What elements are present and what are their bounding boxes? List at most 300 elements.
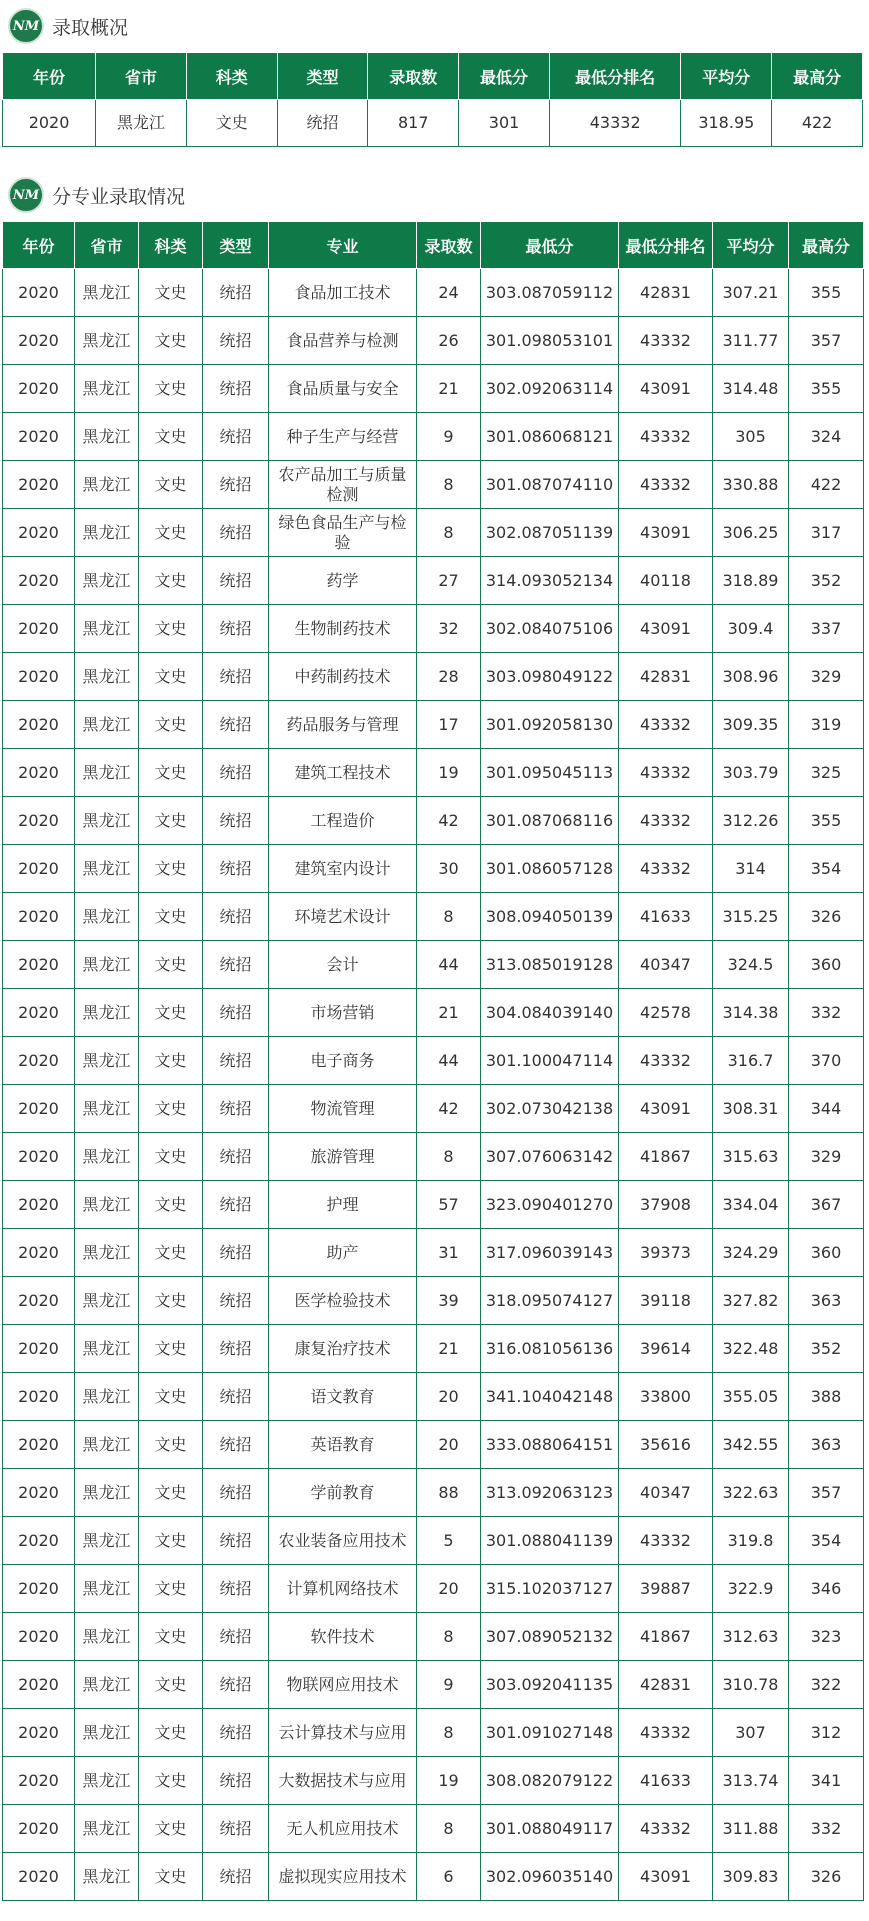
table-cell: 统招 — [203, 461, 269, 509]
column-header: 录取数 — [368, 53, 459, 100]
table-cell: 316.7 — [713, 1037, 789, 1085]
table-cell: 315.25 — [713, 893, 789, 941]
table-cell: 357 — [789, 317, 864, 365]
table-cell: 生物制药技术 — [269, 605, 417, 653]
table-cell: 黑龙江 — [75, 605, 139, 653]
table-cell: 文史 — [139, 893, 203, 941]
table-cell: 助产 — [269, 1229, 417, 1277]
table-cell: 313.085019128 — [481, 941, 619, 989]
table-cell: 309.83 — [713, 1853, 789, 1901]
table-cell: 303.098049122 — [481, 653, 619, 701]
table-row — [3, 653, 864, 701]
table-row — [3, 1085, 864, 1133]
table-cell: 黑龙江 — [75, 845, 139, 893]
table-cell: 统招 — [203, 605, 269, 653]
table-row — [3, 557, 864, 605]
table-cell: 文史 — [139, 317, 203, 365]
table-cell: 312.63 — [713, 1613, 789, 1661]
table-cell: 43332 — [619, 317, 713, 365]
table-cell: 2020 — [3, 317, 75, 365]
table-cell: 2020 — [3, 749, 75, 797]
column-header: 类型 — [277, 53, 368, 100]
table-cell: 311.88 — [713, 1805, 789, 1853]
table-cell: 8 — [417, 1805, 481, 1853]
table-cell: 43332 — [619, 1805, 713, 1853]
table-cell: 42578 — [619, 989, 713, 1037]
table-cell: 327.82 — [713, 1277, 789, 1325]
table-cell: 301.088049117 — [481, 1805, 619, 1853]
table-cell: 文史 — [139, 461, 203, 509]
table-cell: 2020 — [3, 1757, 75, 1805]
table-cell: 2020 — [3, 1805, 75, 1853]
table-cell: 文史 — [139, 1373, 203, 1421]
column-header: 最低分 — [459, 53, 550, 100]
table-cell: 334.04 — [713, 1181, 789, 1229]
table-cell: 统招 — [203, 1421, 269, 1469]
table-cell: 2020 — [3, 100, 96, 147]
table-cell: 统招 — [203, 1709, 269, 1757]
table-cell: 文史 — [139, 749, 203, 797]
table-cell: 301.092058130 — [481, 701, 619, 749]
table-cell: 302.087051139 — [481, 509, 619, 557]
table-row — [3, 365, 864, 413]
table-cell: 文史 — [139, 1565, 203, 1613]
table-cell: 2020 — [3, 1469, 75, 1517]
table-cell: 42 — [417, 1085, 481, 1133]
table-cell: 346 — [789, 1565, 864, 1613]
table-cell: 统招 — [203, 413, 269, 461]
table-cell: 323 — [789, 1613, 864, 1661]
table-cell: 35616 — [619, 1421, 713, 1469]
table-cell: 6 — [417, 1853, 481, 1901]
table-cell: 370 — [789, 1037, 864, 1085]
table-cell: 40118 — [619, 557, 713, 605]
table-cell: 文史 — [139, 413, 203, 461]
table-cell: 42831 — [619, 269, 713, 317]
table-cell: 电子商务 — [269, 1037, 417, 1085]
table-cell: 文史 — [139, 605, 203, 653]
column-header: 最低分排名 — [619, 222, 713, 269]
column-header: 平均分 — [713, 222, 789, 269]
table-cell: 301.098053101 — [481, 317, 619, 365]
table-cell: 307.076063142 — [481, 1133, 619, 1181]
table-cell: 20 — [417, 1565, 481, 1613]
table-cell: 311.77 — [713, 317, 789, 365]
table-cell: 57 — [417, 1181, 481, 1229]
table-cell: 43091 — [619, 1853, 713, 1901]
table-cell: 27 — [417, 557, 481, 605]
table-cell: 43332 — [619, 413, 713, 461]
table-cell: 44 — [417, 941, 481, 989]
summary-table — [2, 52, 863, 147]
table-cell: 367 — [789, 1181, 864, 1229]
table-row — [3, 1373, 864, 1421]
table-cell: 43332 — [619, 1709, 713, 1757]
column-header: 年份 — [3, 53, 96, 100]
table-cell: 统招 — [203, 1373, 269, 1421]
table-cell: 318.95 — [681, 100, 772, 147]
table-cell: 学前教育 — [269, 1469, 417, 1517]
table-cell: 332 — [789, 1805, 864, 1853]
table-cell: 43091 — [619, 509, 713, 557]
table-cell: 303.092041135 — [481, 1661, 619, 1709]
table-cell: 8 — [417, 1133, 481, 1181]
table-cell: 2020 — [3, 1373, 75, 1421]
table-cell: 2020 — [3, 605, 75, 653]
table-cell: 文史 — [139, 1085, 203, 1133]
table-cell: 37908 — [619, 1181, 713, 1229]
table-cell: 322.9 — [713, 1565, 789, 1613]
column-header: 科类 — [186, 53, 277, 100]
table-cell: 318.095074127 — [481, 1277, 619, 1325]
table-cell: 322.63 — [713, 1469, 789, 1517]
table-cell: 黑龙江 — [75, 701, 139, 749]
table-cell: 307.21 — [713, 269, 789, 317]
table-cell: 329 — [789, 1133, 864, 1181]
table-cell: 语文教育 — [269, 1373, 417, 1421]
table-cell: 354 — [789, 845, 864, 893]
table-cell: 医学检验技术 — [269, 1277, 417, 1325]
table-cell: 8 — [417, 1613, 481, 1661]
table-cell: 301.100047114 — [481, 1037, 619, 1085]
table-cell: 2020 — [3, 1037, 75, 1085]
table-cell: 旅游管理 — [269, 1133, 417, 1181]
table-cell: 324.5 — [713, 941, 789, 989]
table-cell: 统招 — [203, 509, 269, 557]
table-cell: 308.094050139 — [481, 893, 619, 941]
column-header: 省市 — [75, 222, 139, 269]
table-cell: 323.090401270 — [481, 1181, 619, 1229]
table-row — [3, 1469, 864, 1517]
table-cell: 护理 — [269, 1181, 417, 1229]
table-cell: 统招 — [203, 941, 269, 989]
table-cell: 302.092063114 — [481, 365, 619, 413]
table-cell: 42 — [417, 797, 481, 845]
table-row — [3, 1805, 864, 1853]
column-header: 最高分 — [772, 53, 863, 100]
table-cell: 黑龙江 — [75, 1037, 139, 1085]
table-cell: 文史 — [139, 1709, 203, 1757]
table-cell: 20 — [417, 1421, 481, 1469]
table-cell: 355 — [789, 269, 864, 317]
table-cell: 329 — [789, 653, 864, 701]
table-cell: 文史 — [186, 100, 277, 147]
table-cell: 文史 — [139, 941, 203, 989]
table-cell: 建筑工程技术 — [269, 749, 417, 797]
column-header: 省市 — [96, 53, 187, 100]
table-cell: 黑龙江 — [75, 413, 139, 461]
table-cell: 43091 — [619, 365, 713, 413]
table-cell: 物流管理 — [269, 1085, 417, 1133]
table-row — [3, 701, 864, 749]
table-row — [3, 749, 864, 797]
table-cell: 309.4 — [713, 605, 789, 653]
table-row — [3, 1229, 864, 1277]
table-cell: 黑龙江 — [75, 1133, 139, 1181]
table-cell: 313.092063123 — [481, 1469, 619, 1517]
table-cell: 云计算技术与应用 — [269, 1709, 417, 1757]
table-cell: 355 — [789, 797, 864, 845]
table-cell: 2020 — [3, 797, 75, 845]
table-cell: 303.79 — [713, 749, 789, 797]
table-cell: 软件技术 — [269, 1613, 417, 1661]
table-cell: 食品加工技术 — [269, 269, 417, 317]
summary-section-header — [0, 6, 869, 46]
table-cell: 黑龙江 — [75, 1661, 139, 1709]
table-row — [3, 509, 864, 557]
table-cell: 黑龙江 — [75, 1805, 139, 1853]
table-cell: 农业装备应用技术 — [269, 1517, 417, 1565]
table-cell: 307.089052132 — [481, 1613, 619, 1661]
table-cell: 43332 — [619, 1037, 713, 1085]
table-row — [3, 1613, 864, 1661]
major-header-row — [3, 222, 864, 269]
table-cell: 康复治疗技术 — [269, 1325, 417, 1373]
column-header: 录取数 — [417, 222, 481, 269]
table-cell: 337 — [789, 605, 864, 653]
table-cell: 2020 — [3, 893, 75, 941]
table-row — [3, 1181, 864, 1229]
table-cell: 统招 — [203, 1757, 269, 1805]
table-cell: 357 — [789, 1469, 864, 1517]
table-cell: 9 — [417, 413, 481, 461]
table-cell: 文史 — [139, 1517, 203, 1565]
table-cell: 43332 — [619, 461, 713, 509]
table-cell: 会计 — [269, 941, 417, 989]
table-cell: 302.084075106 — [481, 605, 619, 653]
table-cell: 301.087074110 — [481, 461, 619, 509]
table-cell: 43332 — [549, 100, 681, 147]
table-cell: 315.63 — [713, 1133, 789, 1181]
table-cell: 21 — [417, 1325, 481, 1373]
table-cell: 统招 — [203, 989, 269, 1037]
table-cell: 统招 — [203, 653, 269, 701]
table-cell: 352 — [789, 1325, 864, 1373]
table-cell: 422 — [772, 100, 863, 147]
table-cell: 354 — [789, 1517, 864, 1565]
table-row — [3, 989, 864, 1037]
table-row — [3, 100, 863, 147]
table-cell: 绿色食品生产与检验 — [269, 509, 417, 557]
table-cell: 2020 — [3, 461, 75, 509]
table-cell: 文史 — [139, 653, 203, 701]
table-cell: 文史 — [139, 989, 203, 1037]
table-cell: 31 — [417, 1229, 481, 1277]
table-cell: 文史 — [139, 1757, 203, 1805]
table-cell: 360 — [789, 1229, 864, 1277]
table-cell: 文史 — [139, 1661, 203, 1709]
table-cell: 20 — [417, 1373, 481, 1421]
table-row — [3, 893, 864, 941]
table-row — [3, 797, 864, 845]
table-cell: 统招 — [203, 1661, 269, 1709]
table-cell: 43332 — [619, 1517, 713, 1565]
table-cell: 种子生产与经营 — [269, 413, 417, 461]
table-cell: 41867 — [619, 1613, 713, 1661]
table-cell: 42831 — [619, 1661, 713, 1709]
table-cell: 8 — [417, 461, 481, 509]
table-cell: 统招 — [203, 1805, 269, 1853]
table-cell: 322 — [789, 1661, 864, 1709]
table-cell: 文史 — [139, 797, 203, 845]
school-logo-icon: NM — [8, 177, 44, 213]
table-row — [3, 1565, 864, 1613]
table-cell: 363 — [789, 1277, 864, 1325]
table-cell: 文史 — [139, 701, 203, 749]
table-cell: 文史 — [139, 1613, 203, 1661]
table-cell: 文史 — [139, 365, 203, 413]
table-cell: 342.55 — [713, 1421, 789, 1469]
table-cell: 统招 — [203, 1853, 269, 1901]
major-section-header — [0, 175, 869, 215]
table-cell: 黑龙江 — [75, 1613, 139, 1661]
table-cell: 2020 — [3, 1229, 75, 1277]
table-cell: 17 — [417, 701, 481, 749]
table-cell: 统招 — [203, 269, 269, 317]
table-cell: 301.095045113 — [481, 749, 619, 797]
table-cell: 统招 — [203, 1325, 269, 1373]
table-cell: 文史 — [139, 1181, 203, 1229]
table-cell: 314.093052134 — [481, 557, 619, 605]
table-cell: 2020 — [3, 845, 75, 893]
table-cell: 统招 — [277, 100, 368, 147]
table-cell: 817 — [368, 100, 459, 147]
table-cell: 42831 — [619, 653, 713, 701]
table-cell: 301.088041139 — [481, 1517, 619, 1565]
table-cell: 文史 — [139, 1133, 203, 1181]
table-cell: 2020 — [3, 557, 75, 605]
table-cell: 308.082079122 — [481, 1757, 619, 1805]
table-cell: 黑龙江 — [75, 941, 139, 989]
table-cell: 8 — [417, 509, 481, 557]
table-row — [3, 1853, 864, 1901]
table-row — [3, 317, 864, 365]
table-cell: 306.25 — [713, 509, 789, 557]
column-header: 年份 — [3, 222, 75, 269]
table-cell: 360 — [789, 941, 864, 989]
table-cell: 统招 — [203, 1037, 269, 1085]
table-cell: 302.073042138 — [481, 1085, 619, 1133]
table-cell: 41633 — [619, 1757, 713, 1805]
table-cell: 黑龙江 — [75, 1517, 139, 1565]
table-cell: 39373 — [619, 1229, 713, 1277]
table-cell: 文史 — [139, 1421, 203, 1469]
table-cell: 环境艺术设计 — [269, 893, 417, 941]
table-cell: 317 — [789, 509, 864, 557]
summary-header-row — [3, 53, 863, 100]
table-cell: 315.102037127 — [481, 1565, 619, 1613]
table-cell: 307 — [713, 1709, 789, 1757]
table-cell: 301 — [459, 100, 550, 147]
table-cell: 301.091027148 — [481, 1709, 619, 1757]
table-row — [3, 941, 864, 989]
table-cell: 302.096035140 — [481, 1853, 619, 1901]
table-cell: 黑龙江 — [75, 557, 139, 605]
table-cell: 文史 — [139, 1037, 203, 1085]
table-cell: 325 — [789, 749, 864, 797]
table-cell: 统招 — [203, 1181, 269, 1229]
table-cell: 计算机网络技术 — [269, 1565, 417, 1613]
table-cell: 314.38 — [713, 989, 789, 1037]
table-cell: 统招 — [203, 845, 269, 893]
table-cell: 黑龙江 — [75, 1085, 139, 1133]
table-cell: 黑龙江 — [75, 1565, 139, 1613]
table-cell: 统招 — [203, 1613, 269, 1661]
table-cell: 305 — [713, 413, 789, 461]
table-cell: 324 — [789, 413, 864, 461]
table-cell: 301.087068116 — [481, 797, 619, 845]
table-cell: 24 — [417, 269, 481, 317]
table-cell: 黑龙江 — [75, 1709, 139, 1757]
table-cell: 大数据技术与应用 — [269, 1757, 417, 1805]
table-cell: 314.48 — [713, 365, 789, 413]
table-cell: 统招 — [203, 1229, 269, 1277]
table-cell: 312.26 — [713, 797, 789, 845]
table-cell: 355.05 — [713, 1373, 789, 1421]
table-cell: 统招 — [203, 1565, 269, 1613]
table-row — [3, 1757, 864, 1805]
table-cell: 326 — [789, 1853, 864, 1901]
table-cell: 43091 — [619, 1085, 713, 1133]
table-cell: 文史 — [139, 509, 203, 557]
table-cell: 341.104042148 — [481, 1373, 619, 1421]
table-cell: 文史 — [139, 557, 203, 605]
major-table — [2, 221, 864, 1901]
table-cell: 统招 — [203, 749, 269, 797]
table-cell: 文史 — [139, 845, 203, 893]
table-cell: 黑龙江 — [75, 1757, 139, 1805]
table-cell: 统招 — [203, 701, 269, 749]
table-cell: 19 — [417, 749, 481, 797]
table-cell: 统招 — [203, 893, 269, 941]
table-cell: 黑龙江 — [75, 989, 139, 1037]
table-cell: 统招 — [203, 1277, 269, 1325]
table-cell: 310.78 — [713, 1661, 789, 1709]
table-cell: 中药制药技术 — [269, 653, 417, 701]
table-cell: 355 — [789, 365, 864, 413]
table-cell: 326 — [789, 893, 864, 941]
table-cell: 2020 — [3, 1565, 75, 1613]
table-row — [3, 1709, 864, 1757]
table-cell: 40347 — [619, 941, 713, 989]
table-cell: 文史 — [139, 269, 203, 317]
table-cell: 319.8 — [713, 1517, 789, 1565]
table-cell: 5 — [417, 1517, 481, 1565]
table-cell: 301.086057128 — [481, 845, 619, 893]
table-cell: 英语教育 — [269, 1421, 417, 1469]
table-cell: 88 — [417, 1469, 481, 1517]
table-cell: 2020 — [3, 941, 75, 989]
table-cell: 19 — [417, 1757, 481, 1805]
table-cell: 统招 — [203, 557, 269, 605]
table-row — [3, 605, 864, 653]
table-cell: 43091 — [619, 605, 713, 653]
column-header: 专业 — [269, 222, 417, 269]
column-header: 最低分排名 — [549, 53, 681, 100]
table-cell: 统招 — [203, 1517, 269, 1565]
table-cell: 黑龙江 — [75, 749, 139, 797]
table-cell: 黑龙江 — [75, 461, 139, 509]
table-cell: 黑龙江 — [75, 1181, 139, 1229]
table-cell: 28 — [417, 653, 481, 701]
table-cell: 322.48 — [713, 1325, 789, 1373]
table-cell: 药学 — [269, 557, 417, 605]
table-cell: 2020 — [3, 1661, 75, 1709]
table-cell: 文史 — [139, 1277, 203, 1325]
table-cell: 2020 — [3, 1325, 75, 1373]
table-cell: 363 — [789, 1421, 864, 1469]
table-cell: 2020 — [3, 653, 75, 701]
